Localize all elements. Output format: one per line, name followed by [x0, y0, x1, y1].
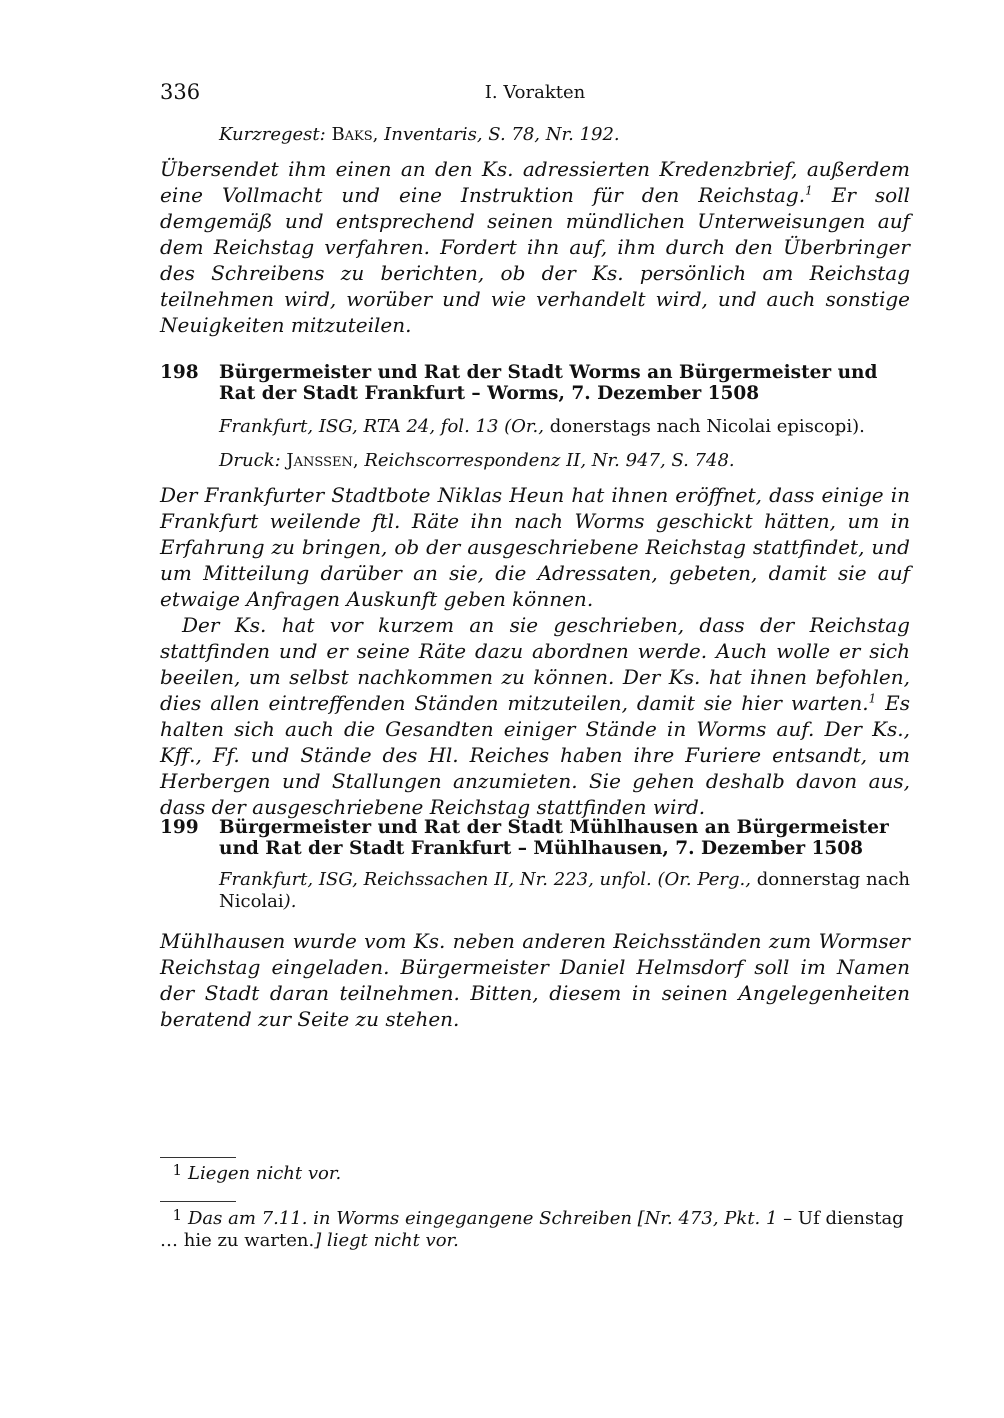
footnote-text: Liegen nicht vor.: [188, 1163, 342, 1184]
summary-text: Der Ks. hat vor kurzem an sie geschrieben, dass der Reichstag stattfinden und er seine Räte dazu abordnen werde. Auch wolle er sich beeilen, um selbst nachkommen zu können. Der Ks. hat ihnen befohlen, dies allen eintreffenden Ständen mitzuteilen, damit sie hier warten.: [160, 613, 910, 715]
druck-label: Druck:: [219, 450, 281, 471]
entry-199-summary: [160, 928, 910, 1032]
footnote-1: [160, 1163, 910, 1185]
footnote-rule: [160, 1157, 236, 1158]
druck-ref: Reichscorrespondenz II, Nr. 947, S. 748.: [364, 450, 735, 471]
footnote-number: 1: [172, 1161, 182, 1179]
source-end: ).: [283, 891, 297, 912]
summary-paragraph-2: [160, 612, 910, 820]
kurzregest-ref: Inventaris, S. 78, Nr. 192.: [384, 124, 620, 145]
footnote-text: Das am 7.11. in Worms eingegangene Schreiben [Nr. 473, Pkt. 1 –: [188, 1208, 793, 1229]
page-number: 336: [160, 80, 201, 104]
kurzregest-line: [160, 122, 910, 148]
footnote-2: [160, 1208, 910, 1252]
footnote-ref[interactable]: 1: [805, 183, 813, 198]
entry-198-heading: [160, 362, 910, 404]
footnote-quote: Uf dienstag … hie zu warten.: [160, 1208, 904, 1251]
druck-author: Janssen,: [286, 450, 359, 471]
kurzregest-author: Baks,: [331, 124, 379, 145]
entry-199-heading: [160, 817, 910, 859]
entry-title: Bürgermeister und Rat der Stadt Worms an Bürgermeister und Rat der Stadt Frankfurt – Worms, 7. Dezember 1508: [219, 362, 878, 404]
running-title: I. Vorakten: [484, 82, 586, 103]
entry-198-summary: [160, 482, 910, 820]
entry-199-source: [160, 869, 910, 913]
entry-198-druck: [160, 448, 910, 474]
summary-paragraph: Mühlhausen wurde vom Ks. neben anderen Reichsständen zum Wormser Reichstag eingeladen. Bürgermeister Daniel Helmsdorf soll im Namen der Stadt daran teilnehmen. Bitten, diesem in seinen Angelegenheiten beratend zur Seite zu stehen.: [160, 929, 910, 1031]
footnote-text-end: ] liegt nicht vor.: [314, 1230, 459, 1251]
entry-number: 198: [160, 362, 199, 383]
source-dating: donnerstag nach Nicolai: [219, 869, 911, 912]
source-citation: Frankfurt, ISG, Reichssachen II, Nr. 223, unfol. (Or. Perg.,: [219, 869, 751, 890]
footnote-ref[interactable]: 1: [868, 691, 877, 706]
kurzregest-label: Kurzregest:: [219, 124, 326, 145]
summary-paragraph: Der Frankfurter Stadtbote Niklas Heun hat ihnen eröffnet, dass einige in Frankfurt weilende ftl. Räte ihn nach Worms geschickt hätten, um in Erfahrung zu bringen, ob der ausgeschriebene Reichstag stattfindet, und um Mitteilung darüber an sie, die Adressaten, gebeten, damit sie auf etwaige Anfragen Auskunft geben können.: [160, 483, 910, 611]
entry-title: Bürgermeister und Rat der Stadt Mühlhausen an Bürgermeister und Rat der Stadt Frankfurt – Mühlhausen, 7. Dezember 1508: [219, 817, 889, 859]
entry-number: 199: [160, 817, 199, 838]
source-dating: donerstags nach Nicolai episcopi).: [543, 416, 865, 437]
summary-197: [160, 156, 910, 338]
entry-198-source: [160, 414, 910, 440]
summary-text-cont: Er soll demgemäß und entsprechend seinen mündlichen Unterweisungen auf dem Reichstag verfahren. Fordert ihn auf, ihm durch den Überbringer des Schreibens zu berichten, ob der Ks. persönlich am Reichstag teilnehmen wird, worüber und wie verhandelt wird, und auch sonstige Neuigkeiten mitzuteilen.: [160, 183, 910, 337]
summary-text: Übersendet ihm einen an den Ks. adressierten Kredenzbrief, außerdem eine Vollmacht und eine Instruktion für den Reichstag.: [160, 157, 910, 207]
running-head: [160, 80, 910, 110]
footnote-number: 1: [172, 1206, 182, 1224]
summary-text-cont: Es halten sich auch die Gesandten einiger Stände in Worms auf. Der Ks., Kff., Ff. und Stände des Hl. Reiches haben ihre Furiere entsandt, um Herbergen und Stallungen anzumieten. Sie gehen deshalb davon aus, dass der ausgeschriebene Reichstag stattfinden wird.: [160, 691, 910, 819]
source-citation: Frankfurt, ISG, RTA 24, fol. 13 (Or.,: [219, 416, 544, 437]
footnote-rule: [160, 1201, 236, 1202]
